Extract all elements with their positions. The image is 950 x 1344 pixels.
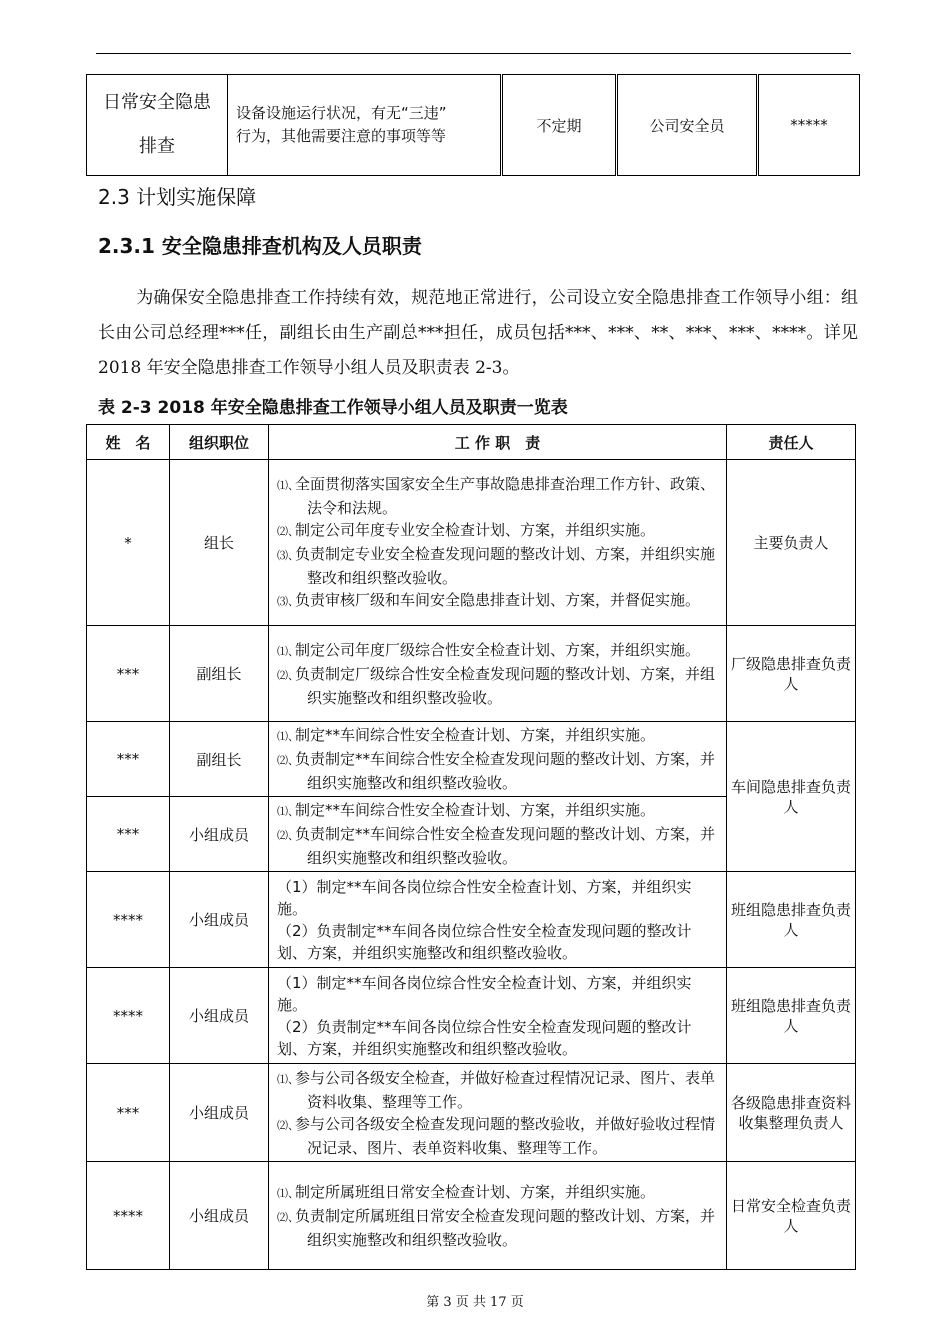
duty-text: （1）制定**车间各岗位综合性安全检查计划、方案，并组织实施。 xyxy=(277,973,692,1014)
table-row xyxy=(87,460,856,626)
name-cell: * xyxy=(87,460,170,626)
duty-number: ⑵、 xyxy=(277,829,299,842)
frequency-cell: 不定期 xyxy=(502,75,617,176)
table-row xyxy=(87,722,856,797)
duty-item xyxy=(277,1205,720,1251)
duty-text: 参与公司各级安全检查，并做好检查过程情况记录、图片、表单资料收集、整理等工作。 xyxy=(295,1068,716,1111)
duty-number: ⑵、 xyxy=(277,668,299,682)
col-name-header: 姓 名 xyxy=(87,425,170,460)
content-line1: 设备设施运行状况，有无“三违” xyxy=(236,104,447,122)
duties-cell xyxy=(269,872,727,968)
duty-item xyxy=(277,876,720,920)
position-cell: 小组成员 xyxy=(170,968,269,1064)
duty-text: 制定**车间综合性安全检查计划、方案，并组织实施。 xyxy=(295,801,656,819)
duties-cell xyxy=(269,626,727,722)
duty-text: 负责审核厂级和车间安全隐患排查计划、方案，并督促实施。 xyxy=(295,590,701,609)
name-cell: *** xyxy=(87,722,170,797)
responsible-cell: 班组隐患排查负责人 xyxy=(727,872,856,968)
position-cell: 小组成员 xyxy=(170,797,269,872)
duty-item xyxy=(277,724,720,748)
table-row xyxy=(87,1064,856,1162)
responsible-cell: 公司安全员 xyxy=(617,75,758,176)
duty-item xyxy=(277,543,720,589)
table-caption: 表 2-3 2018 年安全隐患排查工作领导小组人员及职责一览表 xyxy=(98,398,568,418)
duty-item xyxy=(277,1016,720,1060)
duty-text: 全面贯彻落实国家安全生产事故隐患排查治理工作方针、政策、法令和法规。 xyxy=(295,474,716,517)
duty-text: 制定所属班组日常安全检查计划、方案，并组织实施。 xyxy=(295,1182,656,1201)
duty-text: 制定公司年度厂级综合性安全检查计划、方案，并组织实施。 xyxy=(295,640,701,659)
body-paragraph xyxy=(98,281,858,386)
duty-number: ⑶、 xyxy=(277,548,299,562)
subsection-heading: 2.3.1 安全隐患排查机构及人员职责 xyxy=(98,234,422,258)
name-cell: **** xyxy=(87,1162,170,1270)
header-rule xyxy=(96,53,851,54)
duty-item xyxy=(277,920,720,964)
responsible-cell: 车间隐患排查负责人 xyxy=(727,722,856,872)
table-row xyxy=(87,75,860,176)
table-row xyxy=(87,872,856,968)
position-cell: 组长 xyxy=(170,460,269,626)
duties-cell xyxy=(269,968,727,1064)
table-header-row xyxy=(87,425,856,460)
duty-item xyxy=(277,589,720,613)
name-cell: **** xyxy=(87,872,170,968)
duty-item xyxy=(277,519,720,543)
position-cell: 小组成员 xyxy=(170,872,269,968)
duties-cell xyxy=(269,1162,727,1270)
duty-text: 制定公司年度专业安全检查计划、方案，并组织实施。 xyxy=(295,520,656,539)
duty-number: ⑵、 xyxy=(277,524,299,538)
top-table xyxy=(86,74,860,176)
duty-item xyxy=(277,748,720,794)
duty-item xyxy=(277,1181,720,1205)
duty-text: 制定**车间综合性安全检查计划、方案，并组织实施。 xyxy=(295,726,656,744)
duty-item xyxy=(277,1113,720,1159)
responsible-cell: 主要负责人 xyxy=(727,460,856,626)
staff-table xyxy=(86,424,856,1270)
duty-text: （2）负责制定**车间各岗位综合性安全检查发现问题的整改计划、方案，并组织实施整改和组织整改验收。 xyxy=(277,1017,692,1058)
duties-cell xyxy=(269,460,727,626)
responsible-cell: 各级隐患排查资料收集整理负责人 xyxy=(727,1064,856,1162)
name-cell: *** xyxy=(87,797,170,872)
duties-cell xyxy=(269,797,727,872)
item-line1: 日常安全隐患 xyxy=(103,92,211,113)
position-cell: 小组成员 xyxy=(170,1064,269,1162)
duty-number: ⑶、 xyxy=(277,594,299,608)
note-cell: ***** xyxy=(758,75,860,176)
table-row xyxy=(87,968,856,1064)
duty-item xyxy=(277,663,720,709)
duty-text: 负责制定**车间综合性安全检查发现问题的整改计划、方案，并组织实施整改和组织整改验收。 xyxy=(295,750,716,792)
position-cell: 小组成员 xyxy=(170,1162,269,1270)
col-duties-header: 工 作 职 责 xyxy=(269,425,727,460)
duty-item xyxy=(277,1067,720,1113)
responsible-cell: 日常安全检查负责人 xyxy=(727,1162,856,1270)
duty-number: ⑴、 xyxy=(277,730,299,743)
table-row xyxy=(87,1162,856,1270)
duty-number: ⑵、 xyxy=(277,1210,299,1224)
responsible-cell: 厂级隐患排查负责人 xyxy=(727,626,856,722)
duty-number: ⑵、 xyxy=(277,754,299,767)
duty-number: ⑴、 xyxy=(277,805,299,818)
name-cell: **** xyxy=(87,968,170,1064)
position-cell: 副组长 xyxy=(170,722,269,797)
duty-item xyxy=(277,799,720,823)
duty-item xyxy=(277,972,720,1016)
duty-text: 负责制定专业安全检查发现问题的整改计划、方案，并组织实施整改和组织整改验收。 xyxy=(295,544,716,587)
item-line2: 排查 xyxy=(139,136,175,157)
duty-text: （2）负责制定**车间各岗位综合性安全检查发现问题的整改计划、方案，并组织实施整改和组织整改验收。 xyxy=(277,921,692,962)
position-cell: 副组长 xyxy=(170,626,269,722)
duty-number: ⑵、 xyxy=(277,1118,299,1132)
duty-number: ⑴、 xyxy=(277,644,299,658)
responsible-cell: 班组隐患排查负责人 xyxy=(727,968,856,1064)
col-position-header: 组织职位 xyxy=(170,425,269,460)
name-cell: *** xyxy=(87,1064,170,1162)
content-line2: 行为，其他需要注意的事项等等 xyxy=(236,127,447,145)
duty-text: 负责制定厂级综合性安全检查发现问题的整改计划、方案，并组织实施整改和组织整改验收。 xyxy=(295,664,716,707)
duty-item xyxy=(277,473,720,519)
duty-number: ⑴、 xyxy=(277,1186,299,1200)
section-heading: 2.3 计划实施保障 xyxy=(98,185,257,209)
duty-text: 参与公司各级安全检查发现问题的整改验收，并做好验收过程情况记录、图片、表单资料收集、整理等工作。 xyxy=(295,1114,716,1157)
col-responsible-header: 责任人 xyxy=(727,425,856,460)
name-cell: *** xyxy=(87,626,170,722)
paragraph-text: 为确保安全隐患排查工作持续有效，规范地正常进行，公司设立安全隐患排查工作领导小组：组长由公司总经理***任，副组长由生产副总***担任，成员包括***、***、**、***、***、****。详见 2018 年安全隐患排查工作领导小组人员及职责表 2-3。 xyxy=(98,288,858,378)
table-row xyxy=(87,626,856,722)
duty-text: 负责制定所属班组日常安全检查发现问题的整改计划、方案，并组织实施整改和组织整改验收。 xyxy=(295,1206,716,1249)
duty-number: ⑴、 xyxy=(277,1072,299,1086)
duties-cell xyxy=(269,1064,727,1162)
duty-text: （1）制定**车间各岗位综合性安全检查计划、方案，并组织实施。 xyxy=(277,877,692,918)
table-body xyxy=(87,460,856,1270)
duty-item xyxy=(277,823,720,869)
duty-item xyxy=(277,639,720,663)
duty-number: ⑴、 xyxy=(277,478,299,492)
content-cell xyxy=(228,75,502,176)
duties-cell xyxy=(269,722,727,797)
page-footer: 第 3 页 共 17 页 xyxy=(426,1295,524,1310)
item-cell xyxy=(87,75,228,176)
duty-text: 负责制定**车间综合性安全检查发现问题的整改计划、方案，并组织实施整改和组织整改验收。 xyxy=(295,825,716,867)
